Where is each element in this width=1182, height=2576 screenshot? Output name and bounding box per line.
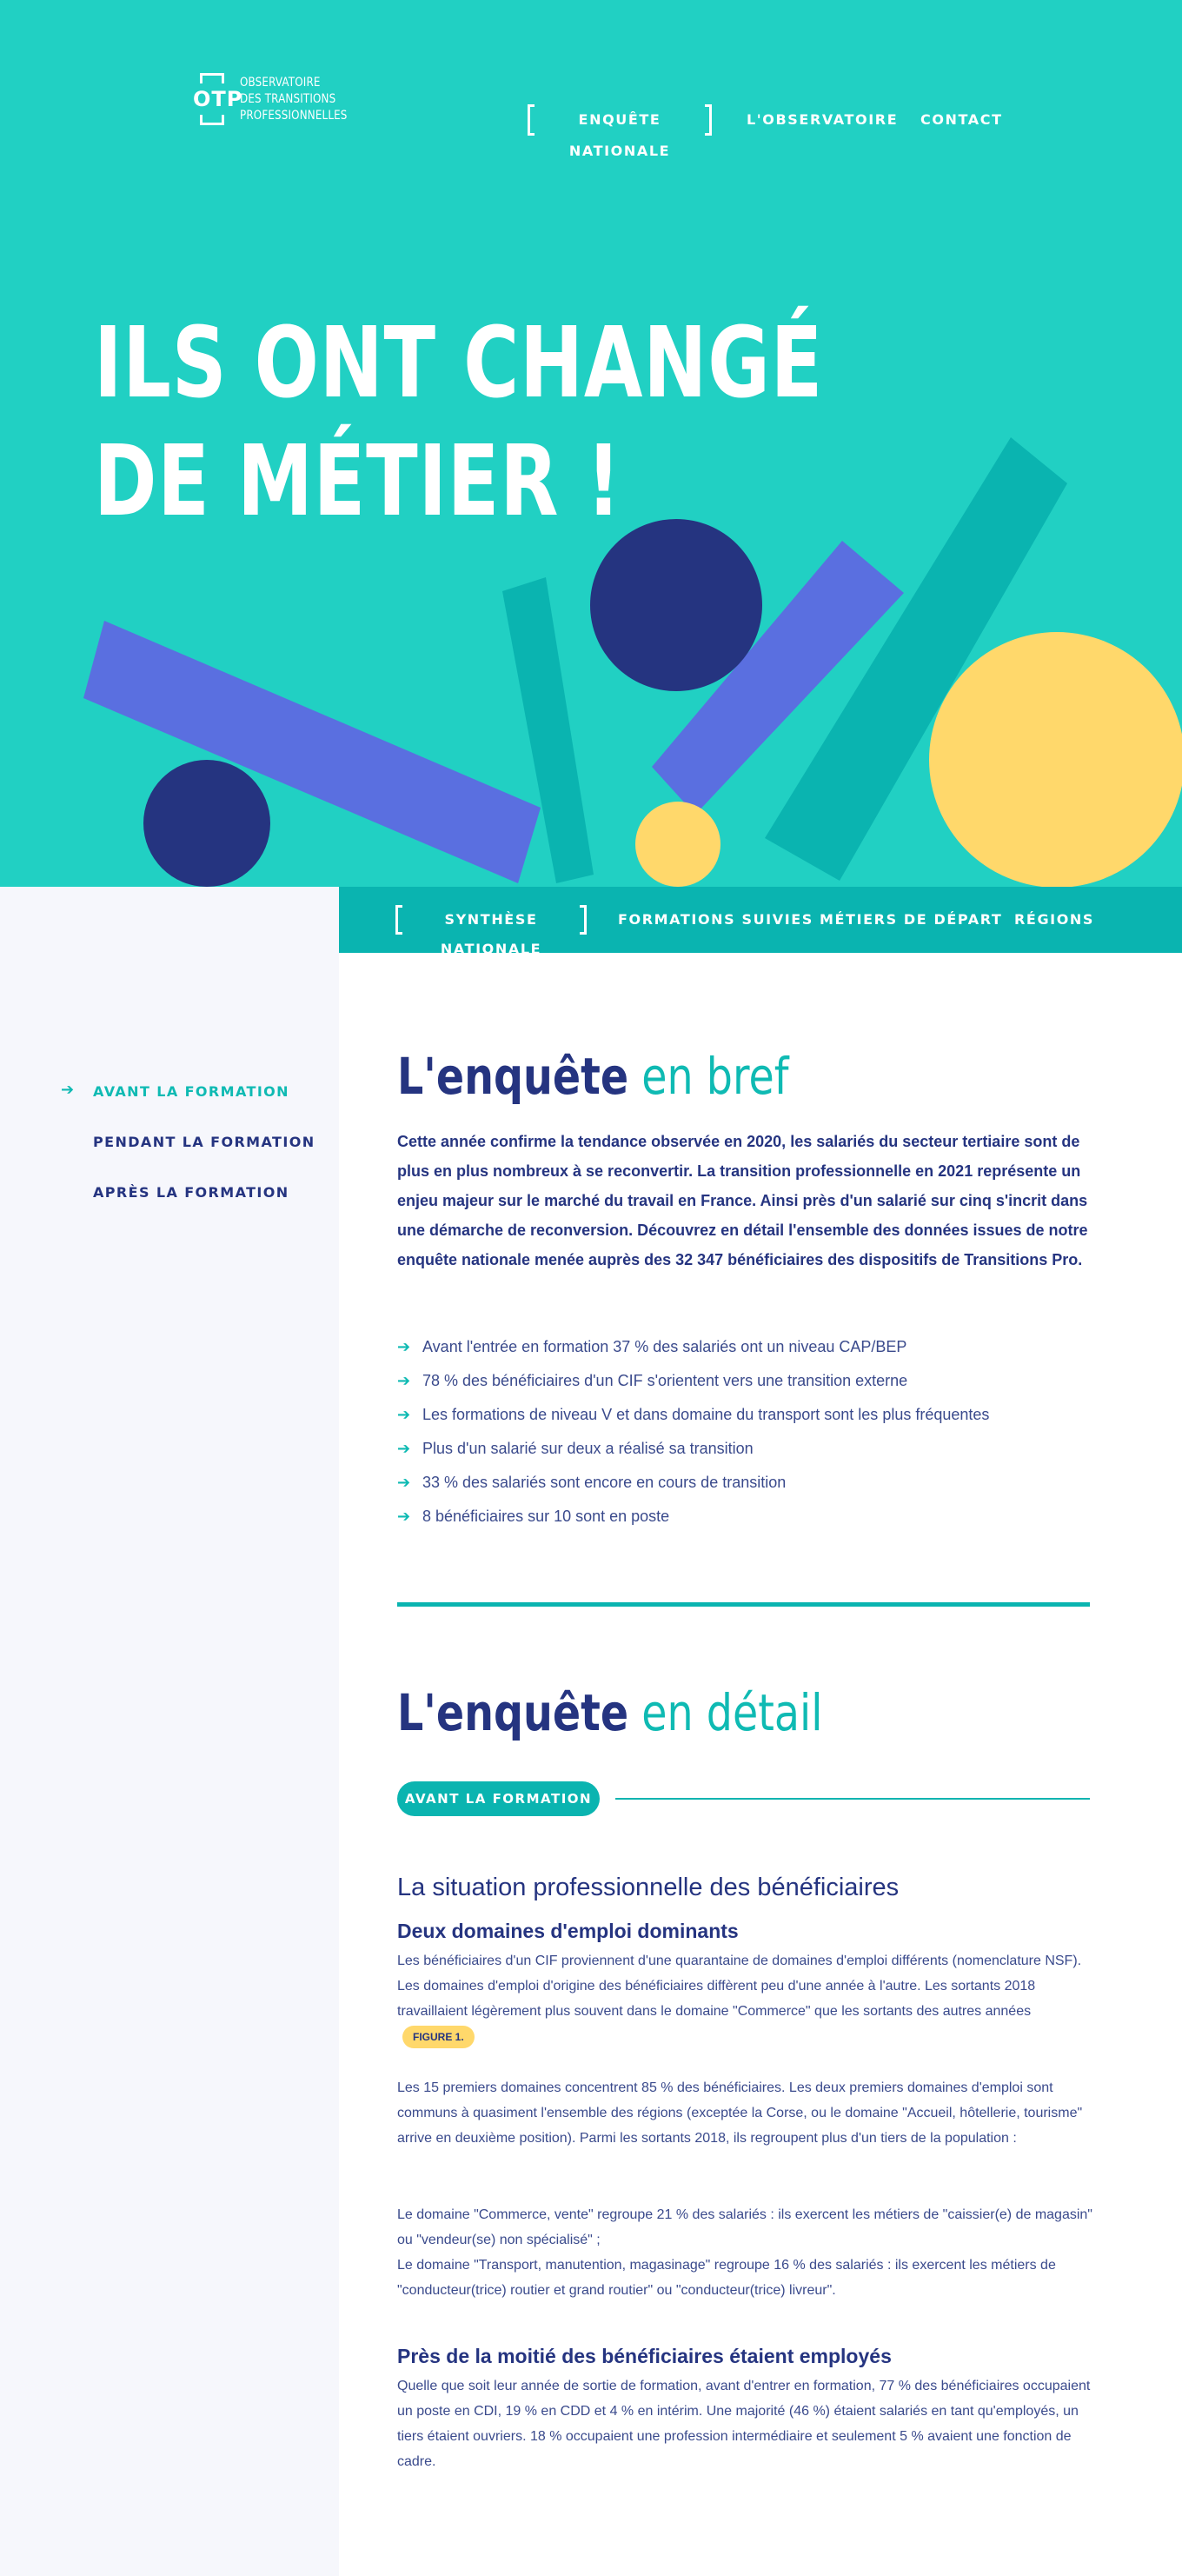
subsection-title-employes: Près de la moitié des bénéficiaires étaient employés (397, 2345, 892, 2367)
brief-intro: Cette année confirme la tendance observée en 2020, les salariés du secteur tertiaire sont de plus en plus nombreux à se reconvertir. La transition professionnelle en 2021 représente un enjeu majeur sur le marché du travail en France. Ainsi près d'un salarié sur cinq s'incrit dans une démarche de reconversion. Découvrez en détail l'ensemble des données issues de notre enquête nationale menée auprès des 32 347 bénéficiaires des dispositifs de Transitions Pro. (397, 1133, 1088, 1268)
brief-heading: L'enquête en bref (397, 1047, 789, 1106)
hero-title-line-2: DE MÉTIER ! (94, 425, 622, 538)
logo-line-1: OBSERVATOIRE (240, 75, 321, 90)
pill-divider (615, 1798, 1090, 1800)
hero-title-line-1: ILS ONT CHANGÉ (94, 307, 824, 420)
list-item: ➔ 8 bénéficiaires sur 10 sont en poste (397, 1500, 1092, 1534)
hero-title (94, 304, 823, 541)
shape-navy-circle-small (143, 760, 270, 887)
detail-heading: L'enquête en détail (397, 1683, 823, 1742)
sidebar-item-apres[interactable]: APRÈS LA FORMATION (93, 1184, 289, 1201)
list-item: ➔ Avant l'entrée en formation 37 % des salariés ont un niveau CAP/BEP (397, 1330, 1092, 1364)
nav-contact[interactable]: CONTACT (920, 111, 1003, 128)
tab-synthese-nationale[interactable]: SYNTHÈSE NATIONALE (395, 905, 587, 935)
paragraph-domaines-3: Le domaine "Commerce, vente" regroupe 21 % des salariés : ils exercent les métiers de "caissier(e) de magasin" ou "vendeur(se) non spécialisé" ; Le domaine "Transport, manutention, magasinage" regroupe 16 % des salariés : ils exercent les métiers de "conducteur(trice) routier et grand routier" ou "conducteur(trice) livreur". (397, 2207, 1092, 2298)
hero-banner (0, 0, 1182, 887)
sidebar-item-avant[interactable]: AVANT LA FORMATION (93, 1083, 289, 1100)
main-nav (0, 104, 1182, 159)
nav-observatoire[interactable]: L'OBSERVATOIRE (747, 111, 899, 128)
otp-logo-icon: OTP (193, 73, 231, 125)
avant-formation-pill[interactable]: AVANT LA FORMATION (397, 1781, 600, 1816)
paragraph-domaines-1: Les bénéficiaires d'un CIF proviennent d'une quarantaine de domaines d'emploi différents (nomenclature NSF). Les domaines d'emploi d'origine des bénéficiaires diffèrent peu d'une année à l'autre. Les sortants 2018 travaillaient légèrement plus souvent dans le domaine "Commerce" que les sortants des autres annéesFIGURE 1. (397, 1948, 1092, 2049)
arrow-right-icon: ➔ (397, 1474, 411, 1491)
list-item: ➔ Les formations de niveau V et dans domaine du transport sont les plus fréquentes (397, 1398, 1092, 1432)
bracket-left-icon (528, 104, 535, 136)
list-item: ➔ 33 % des salariés sont encore en cours de transition (397, 1466, 1092, 1500)
shape-navy-circle-large (590, 519, 762, 691)
paragraph-employes: Quelle que soit leur année de sortie de formation, avant d'entrer en formation, 77 % des bénéficiaires occupaient un poste en CDI, 19 % en CDD et 4 % en intérim. Une majorité (46 %) étaient salariés en tant qu'employés, un tiers étaient ouvriers. 18 % occupaient une profession intermédiaire et seulement 5 % avaient une fonction de cadre. (397, 2379, 1091, 2469)
arrow-right-icon: ➔ (397, 1406, 411, 1423)
shape-yellow-circle-small (635, 802, 720, 887)
arrow-right-icon: ➔ (61, 1081, 75, 1098)
section-title: La situation professionnelle des bénéficiaires (397, 1874, 900, 1901)
arrow-right-icon: ➔ (397, 1372, 411, 1389)
nav-enquete-nationale[interactable]: ENQUÊTE NATIONALE (528, 104, 712, 136)
arrow-right-icon: ➔ (397, 1440, 411, 1457)
bracket-right-icon (705, 104, 712, 136)
subsection-title-domaines: Deux domaines d'emploi dominants (397, 1920, 739, 1942)
bracket-left-icon (395, 905, 402, 935)
tab-formations-suivies[interactable]: FORMATIONS SUIVIES (618, 911, 813, 928)
shape-yellow-circle-large (929, 632, 1182, 887)
figure-1-badge[interactable]: FIGURE 1. (402, 2026, 475, 2048)
tab-regions[interactable]: RÉGIONS (1014, 911, 1095, 928)
paragraph-domaines-2: Les 15 premiers domaines concentrent 85 % des bénéficiaires. Les deux premiers domaines d'emploi sont communs à quasiment l'ensemble des régions (exceptée la Corse, ou le domaine "Accueil, hôtellerie, tourisme" arrive en deuxième position). Parmi les sortants 2018, ils regroupent plus d'un tiers de la population : (397, 2080, 1083, 2146)
sub-nav (339, 887, 1182, 957)
arrow-right-icon: ➔ (397, 1508, 411, 1525)
sidebar-item-pendant[interactable]: PENDANT LA FORMATION (93, 1134, 315, 1150)
tab-metiers-de-depart[interactable]: MÉTIERS DE DÉPART (820, 911, 1003, 928)
arrow-right-icon: ➔ (397, 1338, 411, 1355)
list-item: ➔ Plus d'un salarié sur deux a réalisé sa transition (397, 1432, 1092, 1466)
brief-bullet-list (397, 1330, 1092, 1534)
logo-line-3: PROFESSIONNELLES (240, 108, 348, 123)
list-item: ➔ 78 % des bénéficiaires d'un CIF s'orientent vers une transition externe (397, 1364, 1092, 1398)
section-divider (397, 1602, 1090, 1607)
logo-line-2: DES TRANSITIONS (240, 91, 336, 106)
bracket-right-icon (580, 905, 587, 935)
